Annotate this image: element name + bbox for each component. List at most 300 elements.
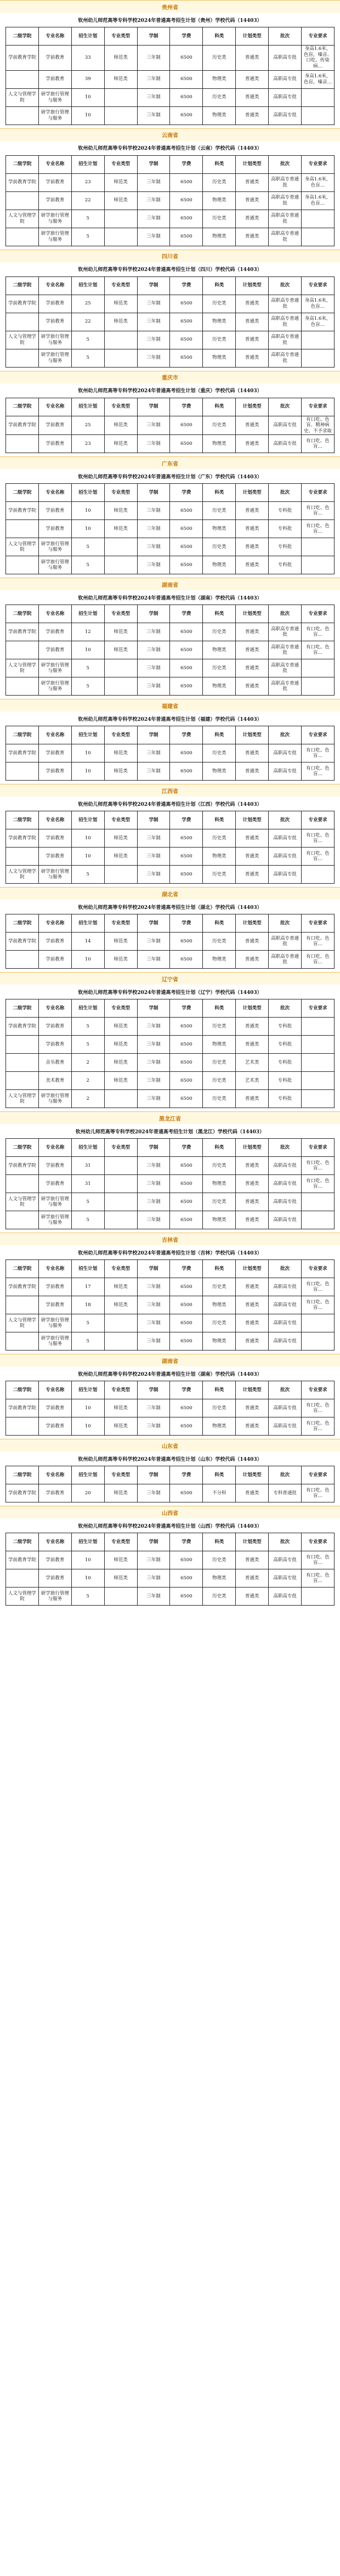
table-cell: 6500 [170,228,203,246]
plan-table [5,605,335,696]
table-cell: 高职高专普通批 [269,173,302,191]
header-cell: 专业名称 [38,155,71,173]
table-row [6,1072,335,1090]
table-cell [104,1211,137,1229]
table-cell: 5 [71,538,104,556]
table-row [6,331,335,349]
table-cell: 师范类 [104,520,137,538]
table-cell: 美术教育 [38,1072,71,1090]
table-cell: 普通类 [236,866,269,884]
table-cell: 有口吃、色盲… [302,1484,335,1502]
plan-table [5,1138,335,1229]
table-cell: 学前教育 [38,435,71,453]
header-cell: 学费 [170,1381,203,1399]
header-cell: 计划类型 [236,1139,269,1157]
table-cell: 6500 [170,556,203,574]
table-cell: 普通类 [236,1314,269,1332]
plan-table [5,811,335,884]
table-cell: 高职高专批 [269,1175,302,1193]
table-cell [302,1018,335,1036]
table-cell [6,1054,39,1072]
table-row [6,866,335,884]
table-cell: 高职高专批 [269,416,302,435]
table-cell: 专科批 [269,556,302,574]
table-cell: 学前教育 [38,951,71,969]
header-cell: 专业名称 [38,276,71,295]
table-cell: 高职高专批 [269,1211,302,1229]
table-cell: 10 [71,88,104,106]
header-cell: 二级学院 [6,27,39,46]
table-cell: 6500 [170,1314,203,1332]
table-cell: 5 [71,556,104,574]
header-cell: 计划类型 [236,1533,269,1551]
table-cell: 20 [71,1484,104,1502]
header-cell: 专业类型 [104,1139,137,1157]
table-cell: 6500 [170,829,203,848]
table-cell: 高职高专批 [269,744,302,762]
table-cell: 师范类 [104,1278,137,1296]
header-cell: 计划类型 [236,276,269,295]
table-cell: 6500 [170,1018,203,1036]
table-cell: 学前教育学院 [6,829,39,848]
table-cell: 三年制 [137,1090,170,1108]
table-cell: 5 [71,677,104,696]
table-row [6,173,335,191]
table-cell: 历史类 [203,1157,236,1175]
header-cell: 学费 [170,484,203,502]
table-cell: 三年制 [137,641,170,659]
table-cell [6,228,39,246]
table-cell: 10 [71,762,104,781]
province-section [0,1354,340,1436]
header-cell: 学制 [137,914,170,933]
table-cell: 普通类 [236,191,269,210]
header-cell: 计划类型 [236,726,269,744]
table-cell: 6500 [170,435,203,453]
table-cell [302,677,335,696]
table-cell: 师范类 [104,313,137,331]
table-cell: 学前教育学院 [6,1018,39,1036]
table-cell: 学前教育 [38,295,71,313]
table-row [6,623,335,641]
table-cell: 人文与管理学院 [6,866,39,884]
table-cell: 研学旅行管理与服务 [38,538,71,556]
table-cell: 6500 [170,191,203,210]
header-cell: 学费 [170,1260,203,1278]
header-cell: 专业类型 [104,1466,137,1484]
table-cell: 物理类 [203,313,236,331]
header-cell: 招生计划 [71,1139,104,1157]
table-cell: 三年制 [137,556,170,574]
header-cell: 科类 [203,726,236,744]
header-cell: 招生计划 [71,276,104,295]
table-cell: 身高1.6米，色盲… [302,191,335,210]
table-cell: 物理类 [203,228,236,246]
table-cell: 研学旅行管理与服务 [38,349,71,367]
province-banner: 辽宁省 [0,972,340,985]
header-cell: 学费 [170,811,203,829]
table-row [6,951,335,969]
table-cell [6,556,39,574]
table-cell: 5 [71,1314,104,1332]
table-cell: 人文与管理学院 [6,1314,39,1332]
table-row [6,520,335,538]
table-cell: 6500 [170,349,203,367]
header-cell: 学费 [170,605,203,623]
table-row [6,1157,335,1175]
table-cell: 有口吃、色盲… [302,1417,335,1436]
header-cell: 学费 [170,726,203,744]
table-cell: 研学旅行管理与服务 [38,228,71,246]
table-cell [302,88,335,106]
table-cell: 历史类 [203,933,236,951]
table-cell: 历史类 [203,88,236,106]
table-cell: 高职高专批 [269,435,302,453]
table-cell [302,556,335,574]
table-cell: 人文与管理学院 [6,210,39,228]
table-cell [6,951,39,969]
table-cell: 三年制 [137,88,170,106]
header-cell: 批次 [269,811,302,829]
header-cell: 专业类型 [104,914,137,933]
header-cell: 学制 [137,1381,170,1399]
table-cell: 研学旅行管理与服务 [38,106,71,125]
table-caption: 钦州幼儿师范高等专科学校2024年普通高考招生计划（湖南）学校代码（14403） [78,1371,262,1377]
table-cell: 人文与管理学院 [6,538,39,556]
table-cell: 6500 [170,659,203,677]
table-cell [104,1090,137,1108]
table-cell: 历史类 [203,331,236,349]
table-cell: 6500 [170,1193,203,1211]
table-row [6,1551,335,1569]
table-cell [104,1175,137,1193]
table-cell: 三年制 [137,435,170,453]
header-cell: 招生计划 [71,811,104,829]
header-cell: 二级学院 [6,276,39,295]
table-cell: 6500 [170,951,203,969]
plan-table [5,398,335,454]
header-cell: 计划类型 [236,605,269,623]
table-cell: 5 [71,349,104,367]
header-cell: 科类 [203,811,236,829]
table-cell: 学前教育 [38,933,71,951]
table-caption: 钦州幼儿师范高等专科学校2024年普通高考招生计划（辽宁）学校代码（14403） [78,990,262,996]
plan-table [5,155,335,246]
table-cell: 6500 [170,1090,203,1108]
table-cell [6,70,39,88]
table-cell: 专科批 [269,502,302,520]
table-cell [104,210,137,228]
table-cell: 三年制 [137,1588,170,1606]
table-cell [104,88,137,106]
table-cell: 师范类 [104,1018,137,1036]
table-cell: 10 [71,520,104,538]
header-cell: 学制 [137,811,170,829]
header-cell: 专业要求 [302,484,335,502]
header-cell: 专业要求 [302,1381,335,1399]
table-cell: 研学旅行管理与服务 [38,659,71,677]
table-cell: 三年制 [137,762,170,781]
table-cell: 师范类 [104,1551,137,1569]
table-cell: 高职高专批 [269,1278,302,1296]
table-row [6,1036,335,1054]
table-cell: 高职高专批 [269,1399,302,1417]
table-cell: 普通类 [236,1484,269,1502]
table-cell: 三年制 [137,866,170,884]
table-cell: 有口吃、色盲… [302,829,335,848]
table-cell: 5 [71,866,104,884]
table-cell: 6500 [170,1072,203,1090]
table-cell: 有口吃、色盲… [302,1296,335,1314]
table-row [6,46,335,71]
header-cell: 二级学院 [6,1533,39,1551]
table-cell: 历史类 [203,173,236,191]
table-cell: 普通类 [236,933,269,951]
header-cell: 科类 [203,1466,236,1484]
table-cell: 研学旅行管理与服务 [38,1588,71,1606]
header-cell: 科类 [203,1260,236,1278]
table-cell: 历史类 [203,210,236,228]
plan-table [5,276,335,368]
table-cell: 23 [71,435,104,453]
table-cell: 历史类 [203,1193,236,1211]
table-cell: 33 [71,46,104,71]
table-cell: 普通类 [236,1569,269,1588]
header-cell: 专业类型 [104,484,137,502]
table-cell: 研学旅行管理与服务 [38,1314,71,1332]
table-cell: 10 [71,1569,104,1588]
table-cell: 师范类 [104,1296,137,1314]
header-cell: 科类 [203,276,236,295]
table-row [6,933,335,951]
table-cell: 6500 [170,1569,203,1588]
table-cell [302,1036,335,1054]
province-banner: 湖北省 [0,887,340,900]
province-banner: 江西省 [0,784,340,796]
header-cell: 科类 [203,1139,236,1157]
plan-table [5,726,335,781]
plan-table [5,483,335,574]
header-cell: 专业类型 [104,1533,137,1551]
header-cell: 二级学院 [6,1260,39,1278]
table-cell [302,1090,335,1108]
table-cell: 不分科 [203,1484,236,1502]
table-cell: 学前教育 [38,313,71,331]
table-cell: 学前教育学院 [6,295,39,313]
table-cell: 高职高专批 [269,46,302,71]
header-cell: 科类 [203,27,236,46]
header-cell: 学制 [137,155,170,173]
table-cell: 学前教育 [38,520,71,538]
table-cell [6,106,39,125]
header-cell: 学制 [137,484,170,502]
table-cell: 6500 [170,1484,203,1502]
table-cell: 专科批 [269,520,302,538]
header-cell: 专业名称 [38,914,71,933]
table-cell: 普通类 [236,88,269,106]
table-cell: 学前教育 [38,848,71,866]
plan-table [5,1466,335,1502]
table-cell: 普通类 [236,1036,269,1054]
table-cell [104,556,137,574]
table-cell: 10 [71,1399,104,1417]
table-cell: 有口吃、色盲… [302,435,335,453]
table-cell: 学前教育学院 [6,1484,39,1502]
header-cell: 科类 [203,999,236,1018]
table-cell: 三年制 [137,1036,170,1054]
table-cell: 三年制 [137,538,170,556]
table-cell: 5 [71,1211,104,1229]
province-section [0,1233,340,1351]
table-cell: 普通类 [236,1090,269,1108]
header-cell: 专业要求 [302,999,335,1018]
header-cell: 学费 [170,27,203,46]
table-cell [6,762,39,781]
table-cell: 身高1.6米，色盲… [302,173,335,191]
plan-table [5,27,335,125]
table-cell: 高职高专普通批 [269,349,302,367]
header-cell: 计划类型 [236,484,269,502]
header-cell: 计划类型 [236,155,269,173]
table-cell: 学前教育 [38,744,71,762]
table-cell [104,866,137,884]
header-cell: 学费 [170,1466,203,1484]
table-row [6,106,335,125]
table-cell [302,866,335,884]
table-cell: 有口吃、色盲… [302,933,335,951]
table-cell: 学前教育学院 [6,1551,39,1569]
table-row [6,1193,335,1211]
table-cell: 师范类 [104,502,137,520]
table-cell: 普通类 [236,538,269,556]
plan-table [5,1381,335,1436]
table-cell: 普通类 [236,502,269,520]
table-caption: 钦州幼儿师范高等专科学校2024年普通高考招生计划（湖南）学校代码（14403） [78,595,262,601]
province-section [0,456,340,574]
table-row [6,659,335,677]
table-cell [6,677,39,696]
table-cell: 18 [71,1296,104,1314]
table-cell: 研学旅行管理与服务 [38,556,71,574]
header-cell: 二级学院 [6,155,39,173]
table-cell: 历史类 [203,1399,236,1417]
table-cell: 师范类 [104,1569,137,1588]
table-row [6,1090,335,1108]
table-cell [6,848,39,866]
table-cell: 师范类 [104,1036,137,1054]
table-cell: 普通类 [236,46,269,71]
table-cell [6,1417,39,1436]
table-cell: 历史类 [203,1588,236,1606]
table-cell: 学前教育 [38,502,71,520]
table-cell [104,1193,137,1211]
header-cell: 科类 [203,1533,236,1551]
table-cell: 三年制 [137,70,170,88]
table-cell [6,1332,39,1351]
table-cell [104,538,137,556]
table-cell: 学前教育 [38,1175,71,1193]
table-cell: 研学旅行管理与服务 [38,88,71,106]
table-caption: 钦州幼儿师范高等专科学校2024年普通高考招生计划（山东）学校代码（14403） [78,1456,262,1462]
header-cell: 批次 [269,1533,302,1551]
header-cell: 专业要求 [302,276,335,295]
table-cell: 6500 [170,762,203,781]
table-cell: 历史类 [203,502,236,520]
table-cell: 专科批 [269,1072,302,1090]
table-cell: 6500 [170,295,203,313]
province-section [0,1439,340,1502]
header-cell: 二级学院 [6,605,39,623]
table-cell: 三年制 [137,416,170,435]
table-cell: 三年制 [137,1399,170,1417]
table-caption: 钦州幼儿师范高等专科学校2024年普通高考招生计划（重庆）学校代码（14403） [78,388,262,394]
table-cell: 学前教育 [38,191,71,210]
table-cell: 有口吃、色盲… [302,951,335,969]
table-row [6,744,335,762]
header-cell: 科类 [203,484,236,502]
table-cell: 人文与管理学院 [6,659,39,677]
table-cell: 学前教育学院 [6,502,39,520]
table-cell [6,1175,39,1193]
table-cell: 三年制 [137,1193,170,1211]
table-cell: 三年制 [137,1484,170,1502]
table-cell: 有口吃、色盲… [302,1175,335,1193]
table-cell: 三年制 [137,1314,170,1332]
table-cell: 师范类 [104,848,137,866]
table-cell [6,435,39,453]
header-cell: 批次 [269,276,302,295]
table-cell [302,228,335,246]
table-row [6,848,335,866]
table-cell: 普通类 [236,1175,269,1193]
header-cell: 学制 [137,605,170,623]
table-cell: 高职高专批 [269,88,302,106]
header-cell: 二级学院 [6,726,39,744]
table-cell: 历史类 [203,538,236,556]
table-cell: 有口吃、色盲… [302,1551,335,1569]
header-cell: 招生计划 [71,27,104,46]
table-cell: 学前教育 [38,623,71,641]
table-cell: 人文与管理学院 [6,1588,39,1606]
table-cell: 6500 [170,1296,203,1314]
table-cell: 专科批 [269,1036,302,1054]
table-row [6,191,335,210]
table-cell: 10 [71,502,104,520]
table-cell: 物理类 [203,106,236,125]
table-cell: 普通类 [236,1551,269,1569]
table-cell [104,677,137,696]
table-row [6,556,335,574]
table-cell: 学前教育学院 [6,1278,39,1296]
province-banner: 湖南省 [0,1354,340,1366]
table-row [6,1314,335,1332]
table-cell: 三年制 [137,349,170,367]
province-banner: 湖南省 [0,578,340,590]
table-cell: 师范类 [104,933,137,951]
header-cell: 专业要求 [302,811,335,829]
table-cell: 学前教育学院 [6,416,39,435]
province-banner: 四川省 [0,250,340,262]
table-caption: 钦州幼儿师范高等专科学校2024年普通高考招生计划（吉林）学校代码（14403） [78,1250,262,1256]
header-cell: 计划类型 [236,999,269,1018]
table-cell: 三年制 [137,502,170,520]
table-cell [302,106,335,125]
table-cell: 身高1.6米，色盲，嗓音、口吃、传染病… [302,46,335,71]
header-cell: 招生计划 [71,1466,104,1484]
table-cell: 普通类 [236,1157,269,1175]
table-cell: 高职高专普通批 [269,623,302,641]
table-cell: 高职高专普通批 [269,677,302,696]
